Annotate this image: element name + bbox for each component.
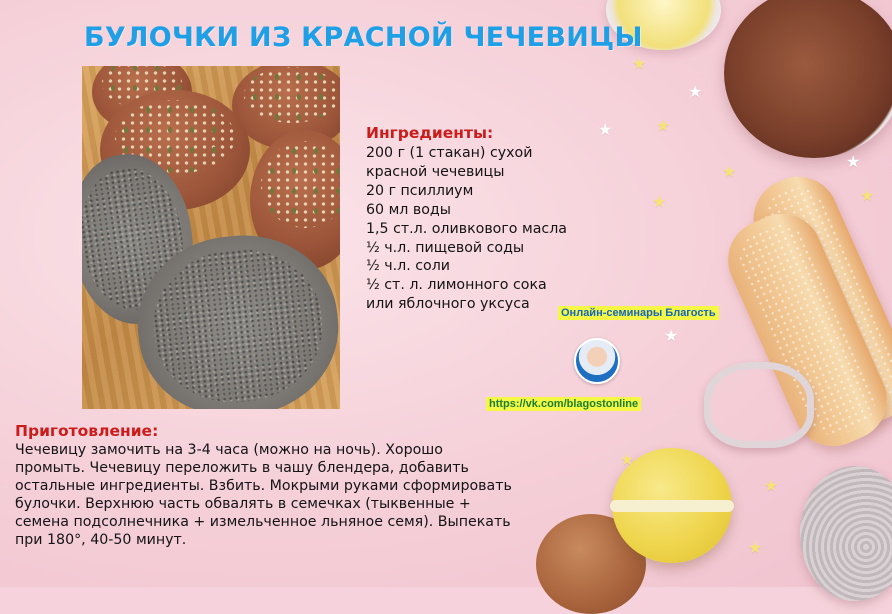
ingredient-line: или яблочного уксуса: [366, 296, 530, 313]
ingredient-line: ½ ч.л. пищевой соды: [366, 239, 525, 256]
star-icon: ★: [846, 152, 861, 171]
star-icon: ★: [598, 120, 613, 139]
ingredient-line: красной чечевицы: [366, 163, 505, 180]
ingredients-list: [366, 144, 567, 314]
preparation-text: Чечевицу замочить на 3-4 часа (можно на ночь). Хорошо промыть. Чечевицу переложить в чашу блендера, добавить остальные ингредиенты. Взбить. Мокрыми руками сформировать булочки. Верхнюю часть обвалять в семечках (тыквенные + семена подсолнечника + измельченное льняное семя). Выпекать при 180°, 40-50 минут.: [15, 442, 512, 549]
star-icon: ★: [652, 192, 667, 211]
star-icon: ★: [664, 326, 679, 345]
star-icon: ★: [656, 116, 671, 135]
org-label: Онлайн-семинары Благость: [558, 306, 719, 320]
presenter-avatar: [574, 338, 620, 384]
star-icon: ★: [620, 450, 635, 469]
ingredient-line: ½ ст. л. лимонного сока: [366, 277, 547, 294]
page-title: БУЛОЧКИ ИЗ КРАСНОЙ ЧЕЧЕВИЦЫ: [84, 22, 643, 53]
star-icon: ★: [722, 162, 737, 181]
vk-link[interactable]: https://vk.com/blagostonline: [486, 397, 641, 411]
cookie-cutter-decoration: [704, 362, 814, 448]
ingredients-heading: Ингредиенты:: [366, 124, 494, 142]
star-icon: ★: [688, 82, 703, 101]
star-icon: ★: [632, 54, 647, 73]
lentil-buns-photo: [82, 66, 340, 409]
ingredient-line: ½ ч.л. соли: [366, 258, 451, 275]
star-icon: ★: [860, 186, 875, 205]
ingredient-line: 20 г псиллиум: [366, 182, 474, 199]
star-icon: ★: [764, 476, 779, 495]
preparation-heading: Приготовление:: [15, 422, 159, 440]
ingredient-line: 200 г (1 стакан) сухой: [366, 145, 533, 161]
star-icon: ★: [748, 538, 763, 557]
ingredient-line: 60 мл воды: [366, 201, 451, 218]
ingredient-line: 1,5 ст.л. оливкового масла: [366, 220, 567, 237]
